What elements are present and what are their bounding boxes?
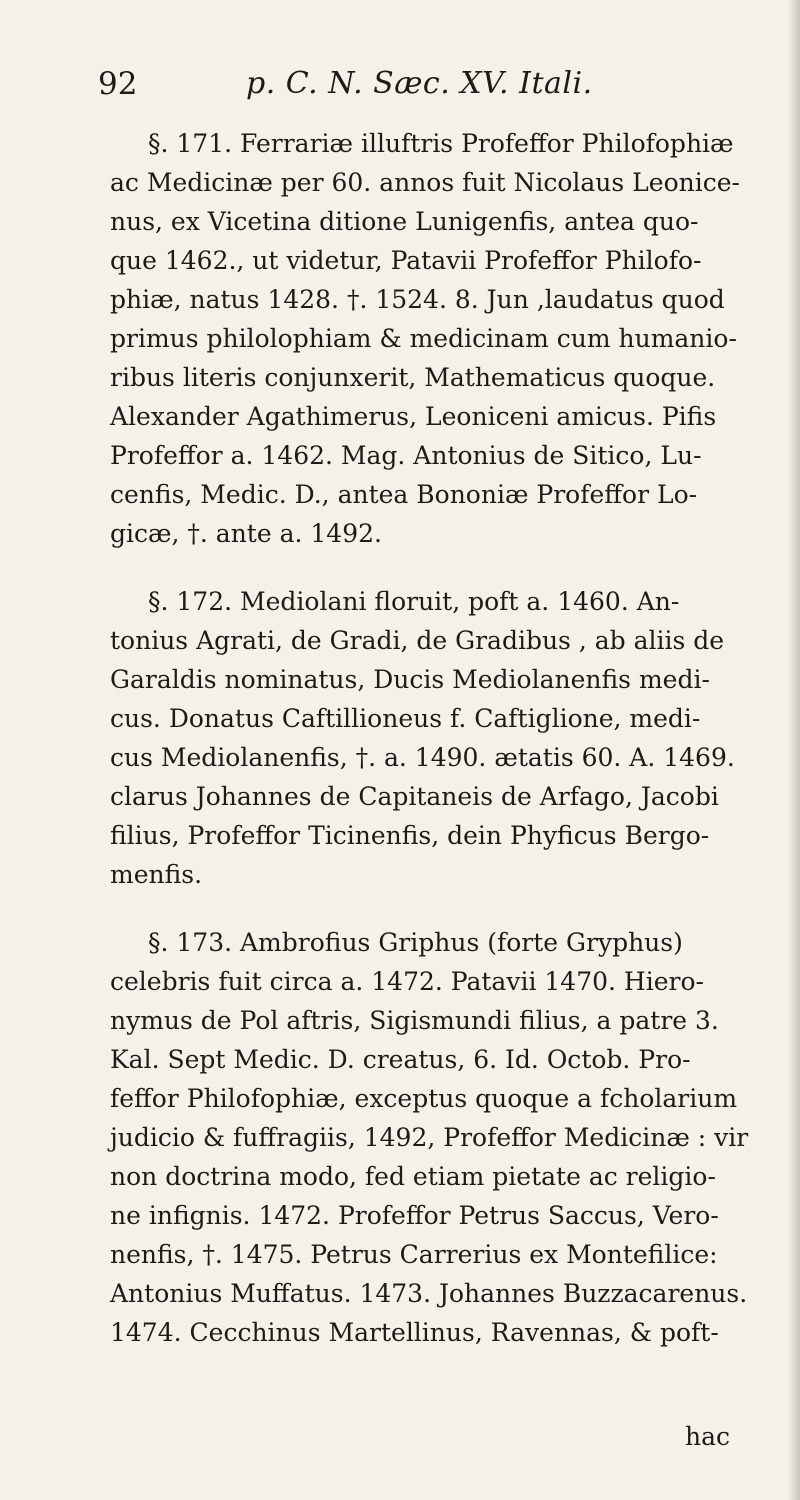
page-edge-shadow <box>788 0 800 1500</box>
paragraph-171: §. 171. Ferrariæ illuftris Profeffor Philofophiæ ac Medicinæ per 60. annos fuit Nicolaus Leonice- nus, ex Vicetina ditione Lunigenfis, antea quo- que 1462., ut videtur, Patavii Profeffor Philofo- phiæ, natus 1428. †. 1524. 8. Jun ,laudatus quod primus philolophiam & medicinam cum humanio- ribus literis conjunxerit, Mathematicus quoque. Alexander Agathimerus, Leoniceni amicus. Pifis Profeffor a. 1462. Mag. Antonius de Sitico, Lu- cenfis, Medic. D., antea Bononiæ Profeffor Lo- gicæ, †. ante a. 1492. <box>110 129 740 548</box>
paragraph-173: §. 173. Ambrofius Griphus (forte Gryphus) celebris fuit circa a. 1472. Patavii 1470. Hiero- nymus de Pol aftris, Sigismundi filius, a patre 3. Kal. Sept Medic. D. creatus, 6. Id. Octob. Pro- feffor Philofophiæ, exceptus quoque a fcholarium judicio & fuffragiis, 1492, Profeffor Medicinæ : vir non doctrina modo, fed etiam pietate ac religio- ne infignis. 1472. Profeffor Petrus Saccus, Vero- nenfis, †. 1475. Petrus Carrerius ex Montefilice: Antonius Muffatus. 1473. Johannes Buzzacarenus. 1474. Cecchinus Martellinus, Ravennas, & poft- <box>110 928 749 1347</box>
catchword: hac <box>684 1422 730 1451</box>
page-header <box>98 66 718 108</box>
running-head: p. C. N. Sæc. XV. Itali. <box>246 66 593 101</box>
page-number: 92 <box>98 66 138 102</box>
main-text <box>110 118 760 1468</box>
paragraph-172: §. 172. Mediolani floruit, poft a. 1460. An- tonius Agrati, de Gradi, de Gradibus , ab aliis de Garaldis nominatus, Ducis Mediolanenfis medi- cus. Donatus Caftillioneus f. Caftiglione, medi- cus Mediolanenfis, †. a. 1490. ætatis 60. A. 1469. clarus Johannes de Capitaneis de Arfago, Jacobi filius, Profeffor Ticinenfis, dein Phyficus Bergo- menfis. <box>110 587 735 889</box>
